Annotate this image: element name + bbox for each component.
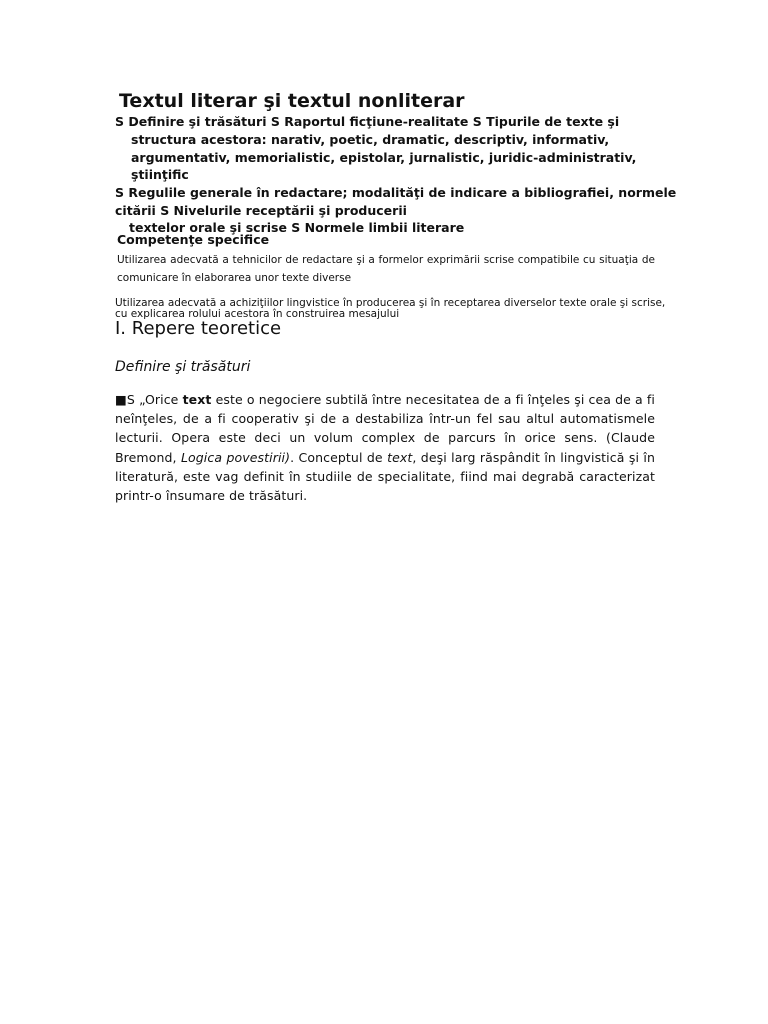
content-line-3: argumentativ, memorialistic, epistolar, jurnalistic, juridic-administrativ, — [131, 150, 637, 165]
paragraph-bold-word: text — [182, 392, 212, 407]
content-line-2: structura acestora: narativ, poetic, dramatic, descriptiv, informativ, — [131, 132, 610, 147]
paragraph-italic-title: Logica povestirii) — [180, 449, 291, 465]
subsection-heading: Definire şi trăsături — [115, 359, 251, 375]
competences-title: Competenţe specifice — [117, 232, 270, 247]
content-line-1: S Definire şi trăsături S Raportul ficţiune-realitate S Tipurile de texte şi — [115, 114, 620, 129]
paragraph-bullet: ■S „Orice — [115, 392, 183, 407]
section-heading: I. Repere teoretice — [115, 318, 282, 339]
content-line-7: textelor orale şi scrise S Normele limbii literare — [129, 220, 465, 235]
paragraph-part-1: este o negociere subtilă între necesitatea de a fi înţeles şi cea de a fi neînţeles, de a fi cooperativ şi de a destabiliza într-un fel sau altul automatismele lecturii. Opera este deci un volum complex de parcurs în orice sens. (Claude Bremond, — [115, 392, 655, 465]
competence-2-line-1: Utilizarea adecvată a achiziţiilor lingvistice în producerea şi în receptarea diverselor texte orale şi scrise, — [115, 297, 666, 309]
paragraph-part-2: . Conceptul de — [290, 449, 388, 465]
paragraph-part-3: , deşi larg răspândit în lingvistică şi în literatură, este vag definit în studiile de specialitate, fiind mai degrabă caracterizat printr-o însumare de trăsături. — [115, 449, 655, 504]
body-paragraph — [115, 390, 655, 505]
paragraph-italic-word: text — [387, 449, 413, 465]
document-title: Textul literar şi textul nonliterar — [119, 90, 465, 112]
competence-2-line-2: cu explicarea rolului acestora în construirea mesajului — [115, 308, 400, 320]
content-line-4: ştiinţific — [131, 167, 189, 182]
competence-1: Utilizarea adecvată a tehnicilor de redactare şi a formelor exprimării scrise compatibile cu situaţia de comunicare în elaborarea unor texte diverse — [117, 254, 655, 284]
content-line-5: S Regulile generale în redactare; modalităţi de indicare a bibliografiei, normele — [115, 185, 677, 200]
content-line-6: citării S Nivelurile receptării şi producerii — [115, 203, 407, 218]
